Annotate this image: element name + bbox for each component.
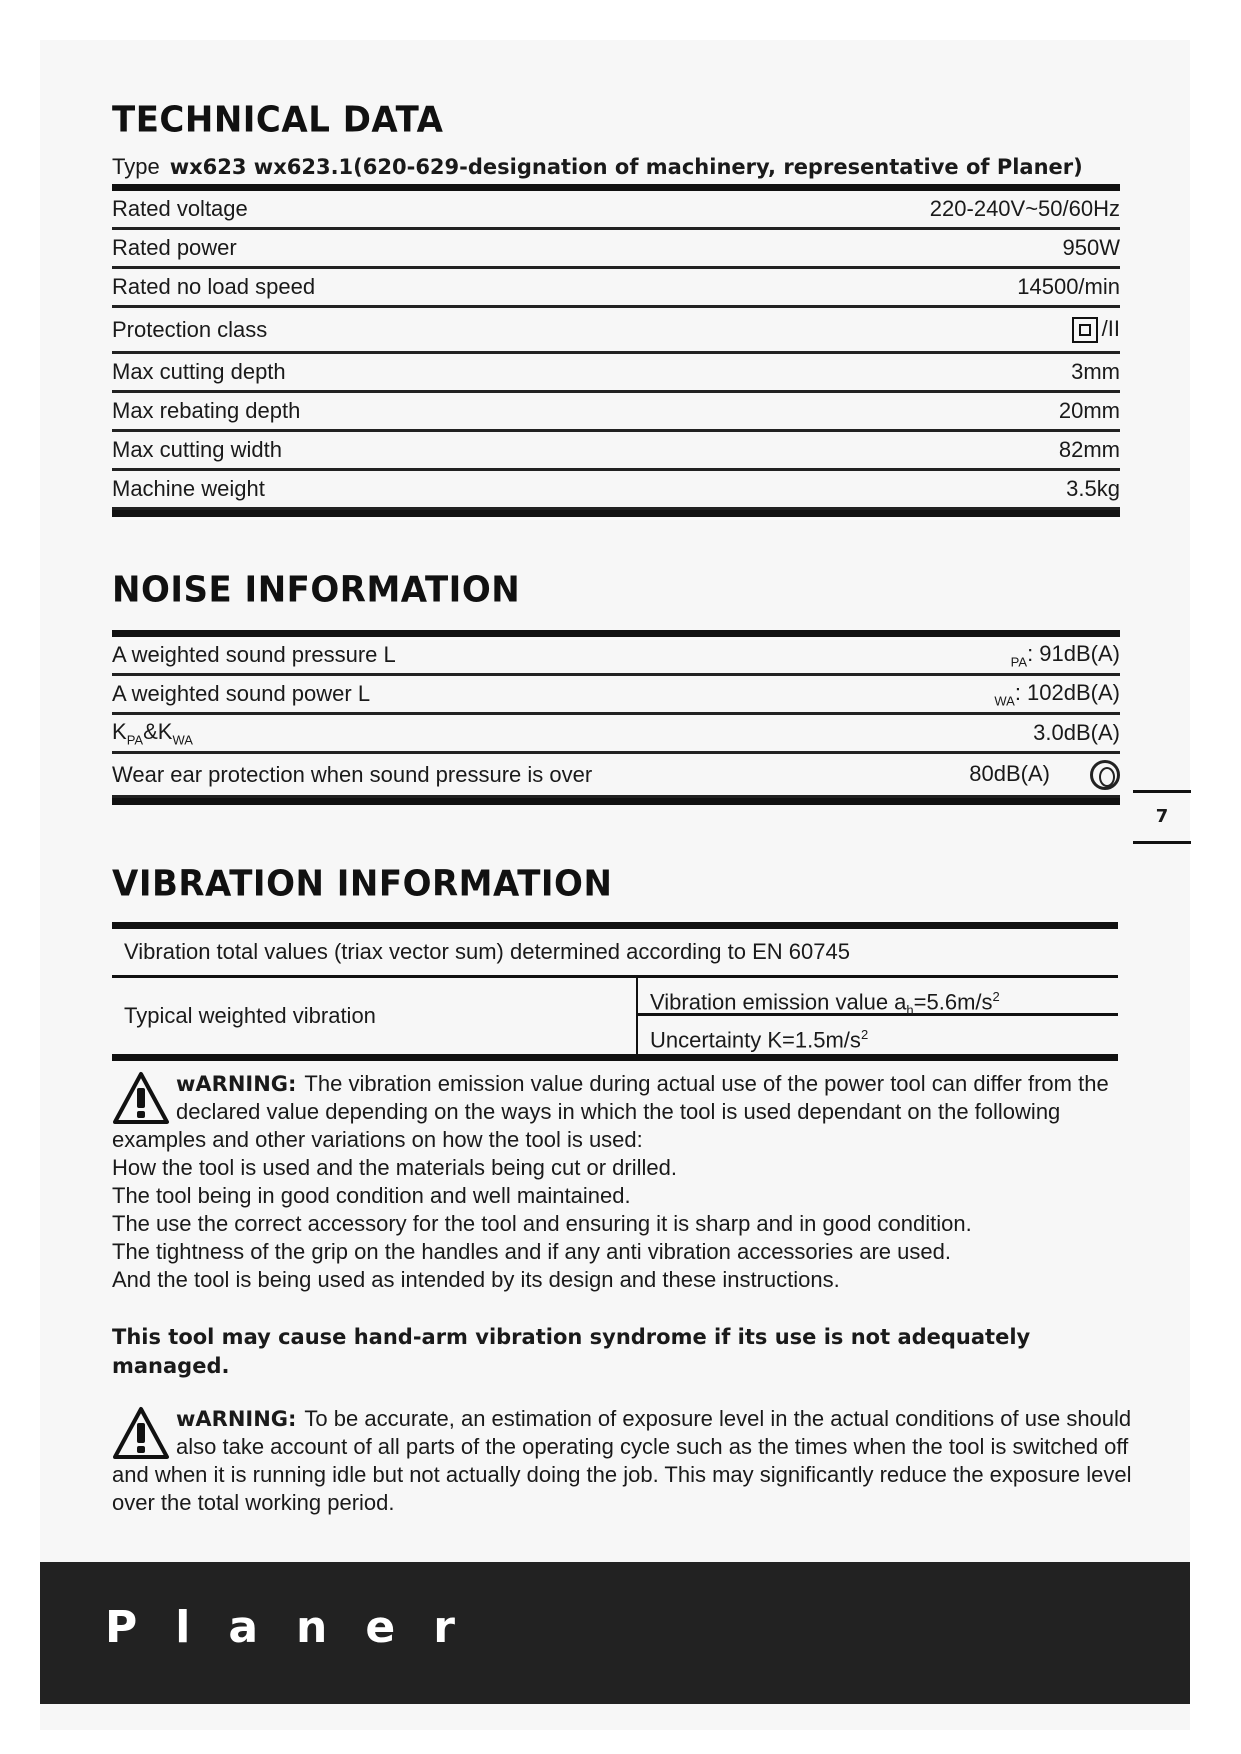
hand-arm-vibration-statement: This tool may cause hand-arm vibration syndrome if its use is not adequately managed. [112, 1325, 1031, 1378]
table-row: Machine weight 3.5kg [112, 471, 1120, 510]
table-row: Rated power 950W [112, 230, 1120, 269]
noise-information-heading: NOISE INFORMATION [112, 569, 521, 611]
ear-protection-icon [1090, 760, 1120, 790]
uncertainty-value: Uncertainty $K=1.5m/s^2$ [650, 1027, 869, 1053]
vibration-table [112, 922, 1118, 1061]
table-row: Max cutting depth 3mm [112, 354, 1120, 393]
table-rule [112, 184, 1120, 191]
double-insulation-icon [1072, 317, 1098, 343]
warning-label: wARNING: [176, 1072, 297, 1096]
vibration-information-heading: VIBRATION INFORMATION [112, 863, 613, 905]
warning-triangle-icon [112, 1070, 170, 1126]
table-row: Protection class /II [112, 308, 1120, 354]
table-rule [112, 630, 1120, 637]
warning-triangle-icon [112, 1405, 170, 1461]
list-item: The use the correct accessory for the tool and ensuring it is sharp and in good condition. [112, 1211, 972, 1236]
type-value: wx623 wx623.1(620-629-designation of machinery, representative of Planer) [169, 155, 1083, 179]
list-item: And the tool is being used as intended by its design and these instructions. [112, 1267, 840, 1292]
table-row: Max cutting width 82mm [112, 432, 1120, 471]
list-item: The tool being in good condition and well maintained. [112, 1183, 631, 1208]
table-row: Rated no load speed 14500/min [112, 269, 1120, 308]
page-number: 7 [1133, 790, 1191, 844]
vibration-total-row: Vibration total values (triax vector sum) determined according to EN 60745 [112, 929, 1118, 978]
table-row: A weighted sound pressure L $_{PA}$: 91dB(A) [112, 637, 1120, 676]
type-line [112, 154, 1083, 180]
technical-data-heading: TECHNICAL DATA [112, 99, 444, 141]
table-rule [112, 1054, 1118, 1061]
table-row: Max rebating depth 20mm [112, 393, 1120, 432]
table-row: Wear ear protection when sound pressure is over 80dB(A) [112, 754, 1120, 798]
noise-table [112, 630, 1120, 805]
warning-label: wARNING: [176, 1407, 297, 1431]
emission-value: Vibration emission value $a_h=5.6m/s^2$ [638, 978, 1118, 1016]
technical-data-table [112, 184, 1120, 517]
table-rule [112, 510, 1120, 517]
typical-weighted-label: Typical weighted vibration [112, 978, 638, 1054]
warning-vibration: wARNING: The vibration emission value during actual use of the power tool can differ from the declared value depending on the ways in which the tool is used dependant on the following examples and other variations on how the tool is used: How the tool is used and the materials being cut or drilled. The tool being in good condition and well maintained. The use the correct accessory for the tool and ensuring it is sharp and in good condition. The tightness of the grip on the handles and if any anti vibration accessories are used. And the tool is being used as intended by its design and these instructions. [112, 1070, 1132, 1294]
warning-exposure: wARNING: To be accurate, an estimation of exposure level in the actual conditions of use should also take account of all parts of the operating cycle such as the times when the tool is switched off and when it is running idle but not actually doing the job. This may significantly reduce the exposure level over the total working period. [112, 1406, 1132, 1515]
list-item: The tightness of the grip on the handles and if any anti vibration accessories are used. [112, 1239, 951, 1264]
table-rule [112, 922, 1118, 929]
footer-band [40, 1562, 1190, 1704]
product-name: Planer [105, 1602, 493, 1653]
table-rule [112, 798, 1120, 805]
list-item: How the tool is used and the materials being cut or drilled. [112, 1155, 677, 1180]
type-label: Type [112, 154, 160, 179]
vibration-values [112, 978, 1118, 1054]
table-row: A weighted sound power L $_{WA}$: 102dB(A) [112, 676, 1120, 715]
table-row: $K_{PA}\&K_{WA}$ 3.0dB(A) [112, 715, 1120, 754]
table-row: Rated voltage 220-240V~50/60Hz [112, 191, 1120, 230]
